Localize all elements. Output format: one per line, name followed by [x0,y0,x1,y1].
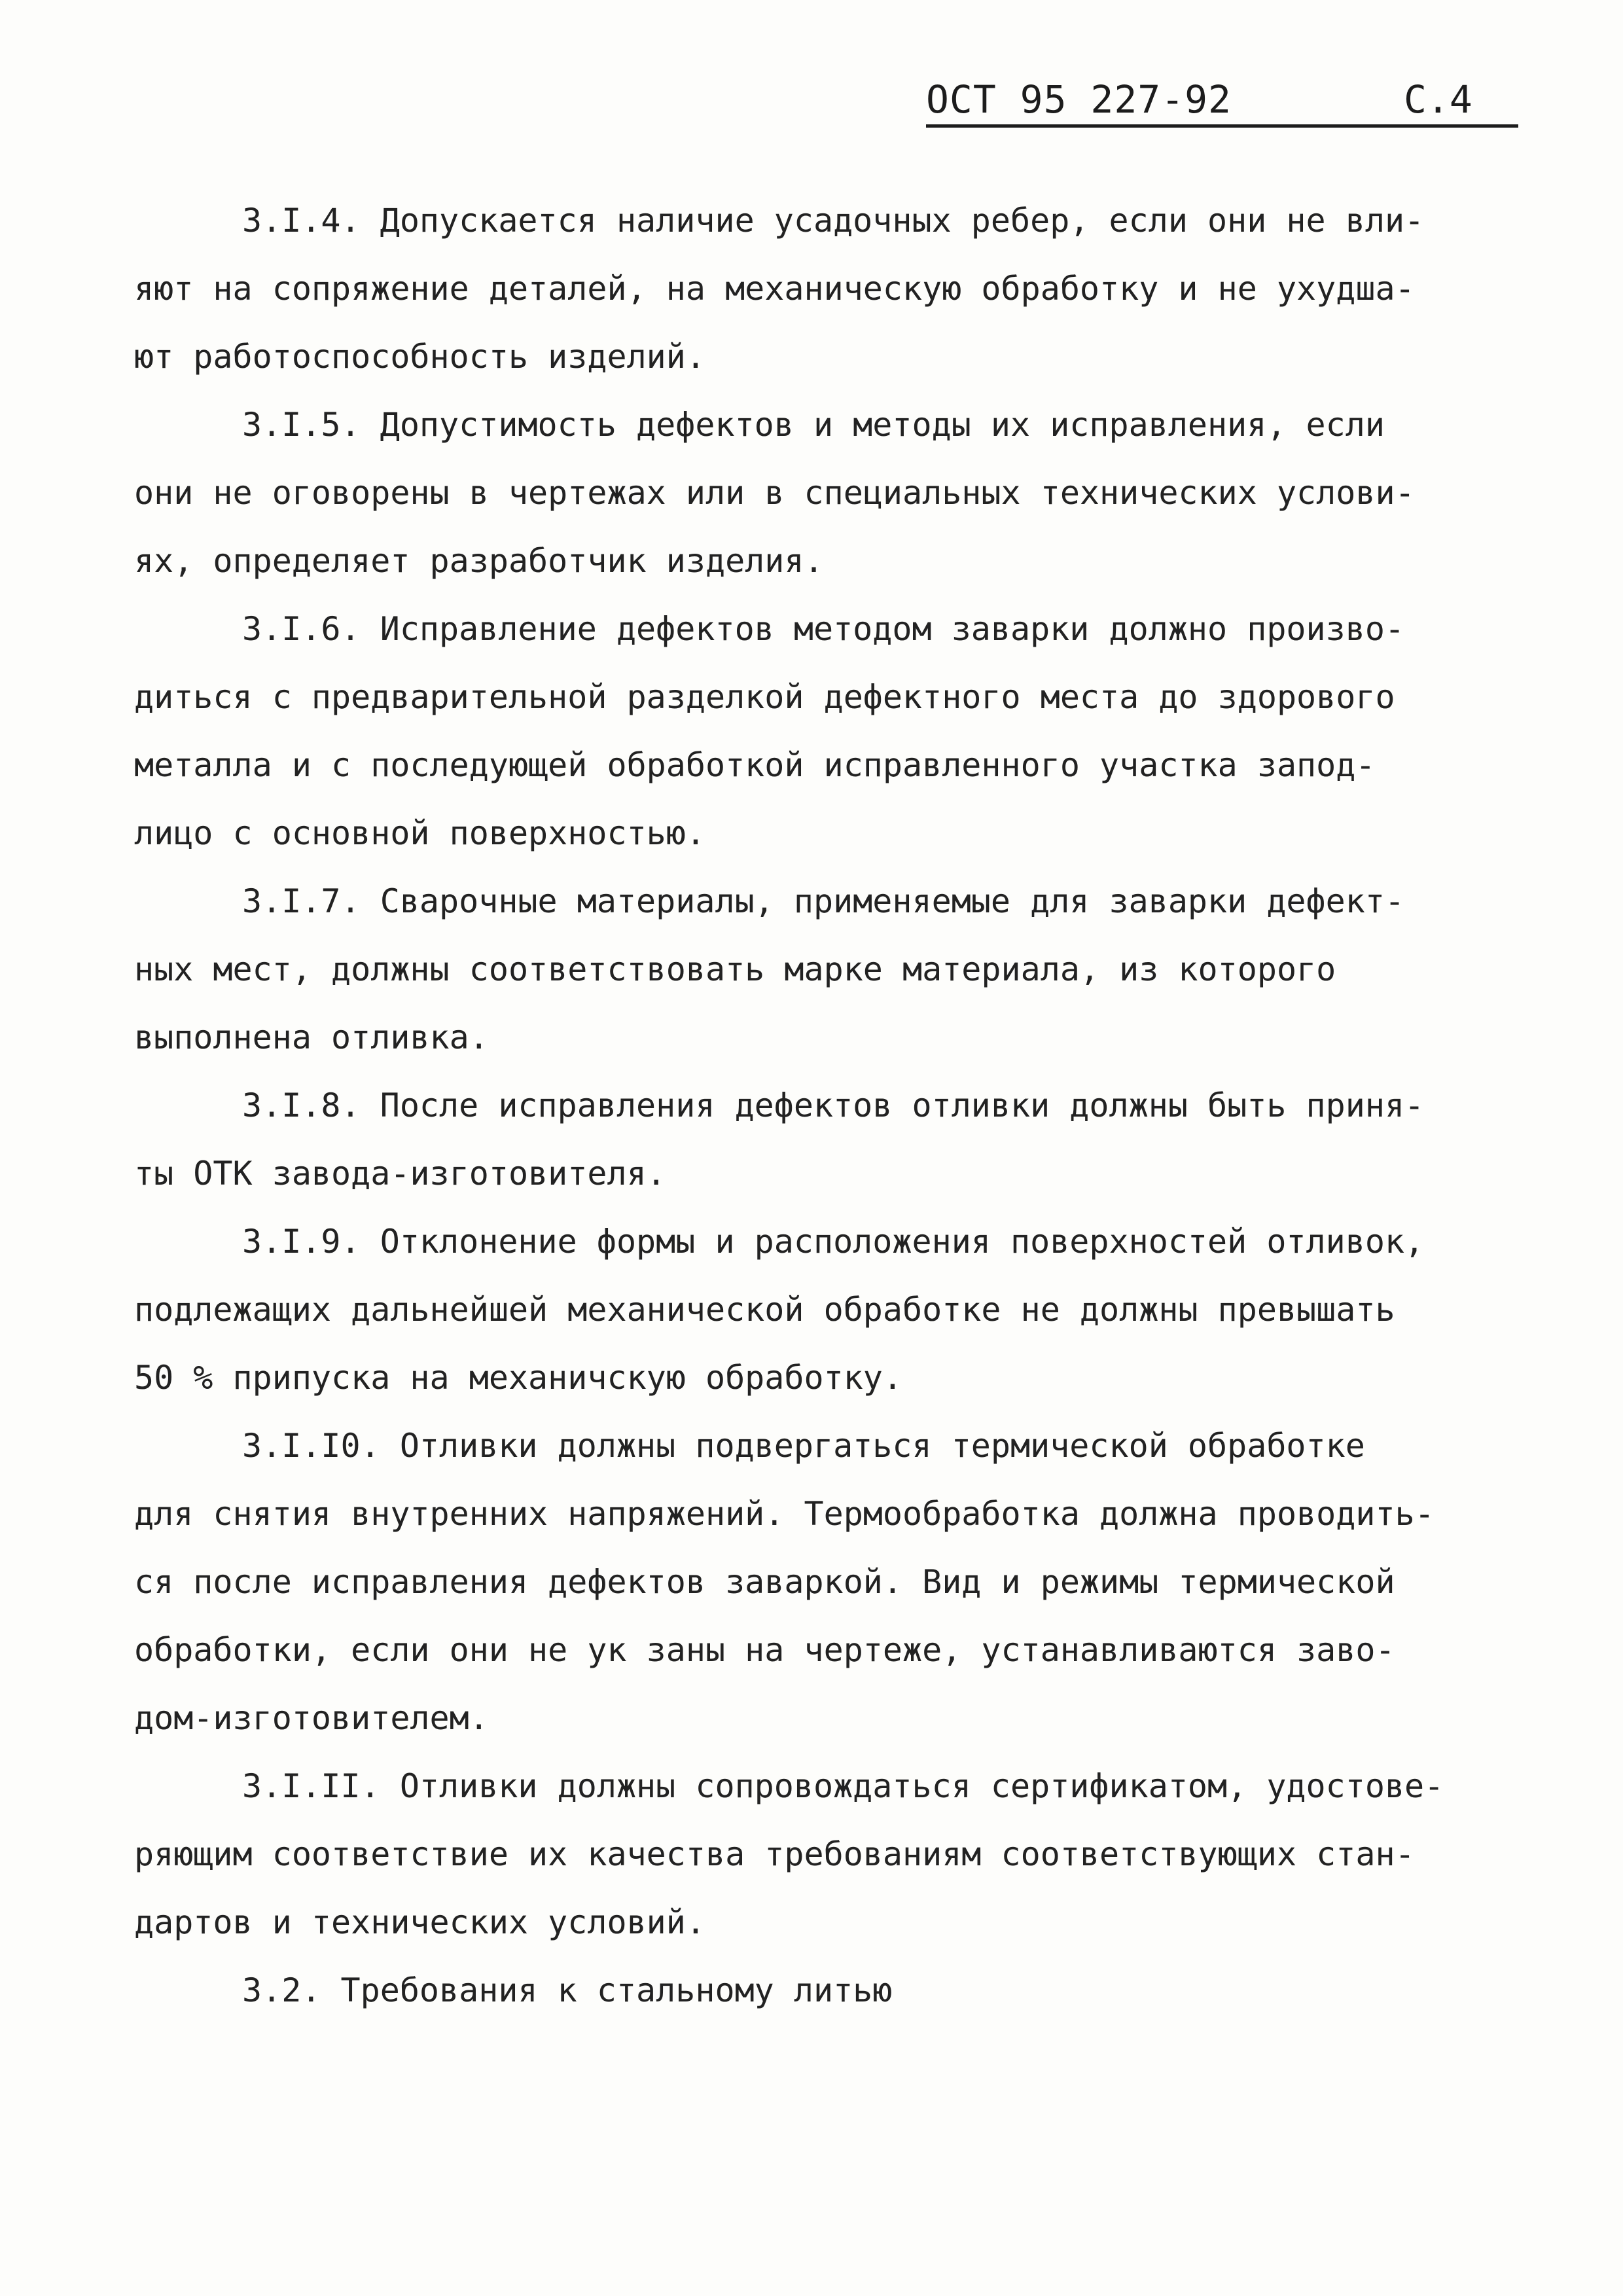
paragraph-3-1-6 [134,595,1528,867]
paragraph-3-1-4 [134,187,1528,391]
paragraph-3-1-7 [134,867,1528,1071]
paragraph-3-1-5 [134,391,1528,595]
paragraph-line: 3.I.4. Допускается наличие усадочных ребер, если они не вли- [242,202,1425,240]
paragraph-line: металла и с последующей обработкой исправленного участка запод- [134,746,1376,784]
paragraph-3-1-11 [134,1752,1528,1956]
paragraph-line: для снятия внутренних напряжений. Термообработка должна проводить- [134,1495,1435,1533]
paragraph-line: лицо с основной поверхностью. [134,814,705,852]
paragraph-line: 3.I.7. Сварочные материалы, применяемые для заварки дефект- [242,882,1405,920]
paragraph-line: 50 % припуска на механичскую обработку. [134,1359,902,1397]
paragraph-line: выполнена отливка. [134,1018,489,1056]
paragraph-line: яют на сопряжение деталей, на механическую обработку и не ухудша- [134,270,1415,308]
section-heading-3-2 [134,1956,1528,2024]
page-header [926,77,1518,130]
paragraph-line: 3.I.5. Допустимость дефектов и методы их исправления, если [242,406,1385,444]
paragraph-line: 3.I.6. Исправление дефектов методом заварки должно произво- [242,610,1405,648]
document-body [134,187,1528,2024]
paragraph-3-1-10 [134,1412,1528,1752]
paragraph-line: 3.I.8. После исправления дефектов отливки должны быть приня- [242,1086,1425,1124]
paragraph-line: ях, определяет разработчик изделия. [134,542,824,580]
paragraph-line: 3.I.9. Отклонение формы и расположения поверхностей отливок, [242,1223,1425,1261]
paragraph-line: ты ОТК завода-изготовителя. [134,1155,666,1193]
paragraph-line: диться с предварительной разделкой дефектного места до здорового [134,678,1395,716]
paragraph-line: обработки, если они не ук заны на чертеже, устанавливаются заво- [134,1631,1395,1669]
page-number: С.4 [1404,77,1472,122]
paragraph-3-1-9 [134,1208,1528,1412]
paragraph-line: ся после исправления дефектов заваркой. Вид и режимы термической [134,1563,1395,1601]
paragraph-line: дом-изготовителем. [134,1699,489,1737]
header-underline [926,124,1518,128]
paragraph-line: они не оговорены в чертежах или в специальных технических услови- [134,474,1415,512]
paragraph-line: ряющим соответствие их качества требованиям соответствующих стан- [134,1835,1415,1873]
section-heading: 3.2. Требования к стальному литью [242,1971,893,2009]
paragraph-line: ных мест, должны соответствовать марке материала, из которого [134,950,1336,988]
paragraph-line: 3.I.II. Отливки должны сопровождаться сертификатом, удостове- [242,1767,1444,1805]
paragraph-line: 3.I.I0. Отливки должны подвергаться термической обработке [242,1427,1365,1465]
paragraph-line: подлежащих дальнейшей механической обработке не должны превышать [134,1291,1395,1329]
document-code: ОСТ 95 227-92 [926,77,1232,122]
paragraph-line: ют работоспособность изделий. [134,338,705,376]
paragraph-line: дартов и технических условий. [134,1903,705,1941]
paragraph-3-1-8 [134,1071,1528,1208]
